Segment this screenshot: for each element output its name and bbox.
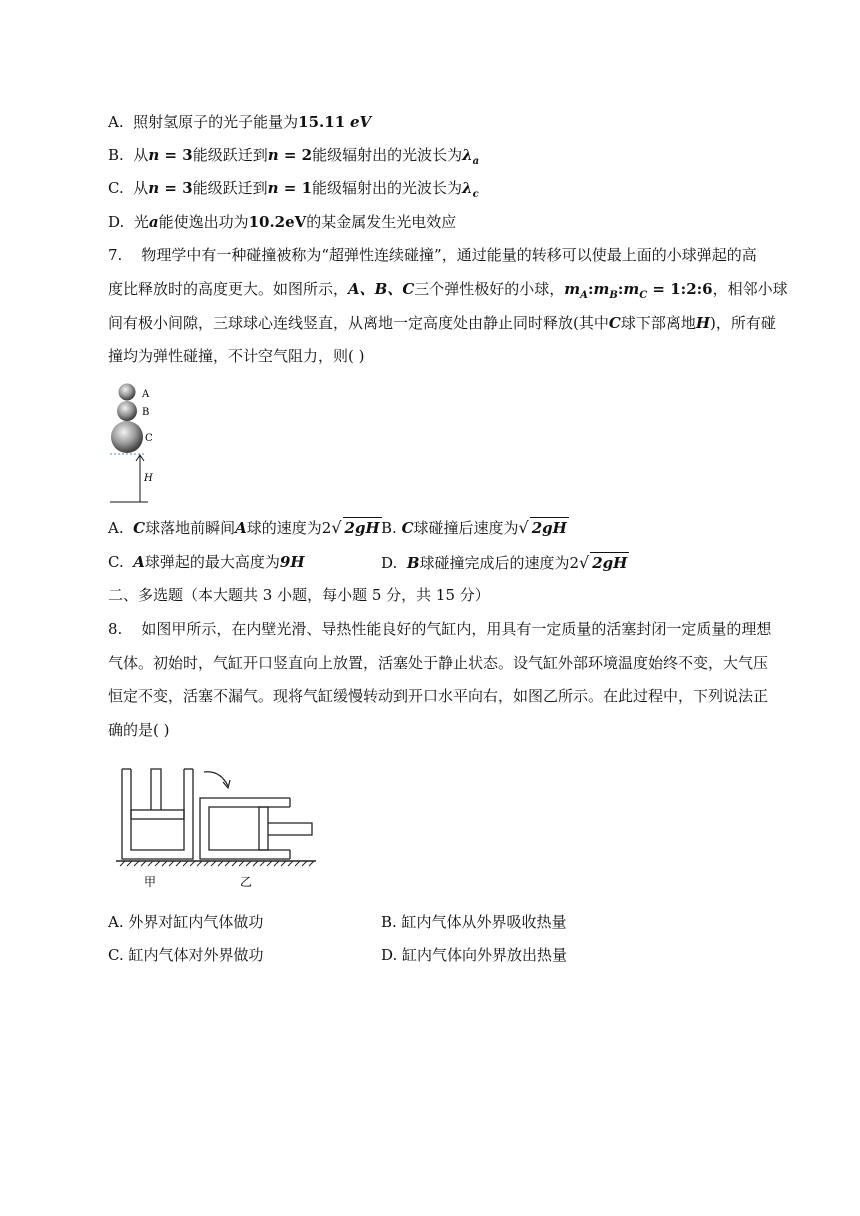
- var-n: n: [267, 146, 279, 164]
- question-number: 7.: [108, 246, 123, 264]
- var: A: [133, 553, 145, 571]
- question-text: 确的是( ): [108, 721, 170, 739]
- q7-option-a: A. C球落地前瞬间A球的速度为2√ 2gH: [108, 518, 380, 537]
- text: 从: [133, 146, 149, 164]
- text: 能使逸出功为: [158, 213, 249, 231]
- ball-a: [119, 384, 136, 401]
- text: 能级跃迁到: [192, 146, 268, 164]
- question-text: 恒定不变，活塞不漏气。现将气缸缓慢转动到开口水平向右，如图乙所示。在此过程中，下列说法正: [108, 687, 769, 705]
- cylinder-yi: [200, 798, 312, 859]
- option-label: C.: [108, 553, 124, 571]
- lambda: λ: [462, 146, 473, 164]
- text: 光: [133, 213, 149, 231]
- q6-option-a: [108, 112, 371, 132]
- text: 从: [133, 179, 149, 197]
- eq: = 3: [159, 179, 193, 197]
- var: B: [406, 554, 420, 572]
- option-label: B.: [108, 146, 124, 164]
- q7-line-1: [108, 245, 757, 265]
- q8-line-1: [108, 619, 771, 639]
- section-title: 二、多选题（本大题共 3 小题，每小题 5 分，共 15 分）: [108, 586, 490, 604]
- subscript: c: [472, 189, 479, 200]
- option-text: C. 缸内气体对外界做功: [108, 946, 264, 964]
- text: 三个弹性极好的小球，: [414, 280, 565, 298]
- lambda: λ: [462, 179, 473, 197]
- q8-line-2: [108, 653, 768, 673]
- var-a: a: [148, 213, 159, 231]
- q7-option-d: D. B球碰撞完成后的速度为2√ 2gH: [381, 553, 628, 572]
- option-label: C.: [108, 179, 124, 197]
- value: 15.11: [298, 113, 346, 131]
- text: 球弹起的最大高度为: [144, 553, 280, 571]
- text: 球落地前瞬间: [145, 519, 236, 537]
- option-label: B.: [381, 519, 397, 537]
- option-label: D.: [381, 554, 398, 572]
- q7-option-b: B. C球碰撞后速度为√ 2gH: [381, 518, 567, 537]
- q6-option-b: [108, 145, 479, 172]
- var-n: n: [267, 179, 279, 197]
- text: 球的速度为2: [246, 519, 332, 537]
- var: H: [695, 314, 711, 332]
- text: 度比释放时的高度更大。如图所示，: [108, 280, 349, 298]
- var: A: [235, 519, 247, 537]
- q6-option-c: [108, 178, 479, 205]
- var: C: [401, 519, 414, 537]
- radicand: 2gH: [531, 519, 567, 537]
- text: 撞均为弹性碰撞，不计空气阻力，则( ): [108, 347, 365, 365]
- cylinder-jia: [122, 769, 193, 859]
- mass-ratio: m: [564, 280, 581, 298]
- q6-option-d: [108, 212, 456, 232]
- vars: A、B、C: [348, 280, 415, 298]
- q8-option-d: [381, 945, 567, 965]
- value: 9H: [279, 553, 305, 571]
- option-text: 照射氢原子的光子能量为: [133, 113, 299, 131]
- q8-option-a: [108, 912, 263, 932]
- text: 能级辐射出的光波长为: [312, 146, 463, 164]
- unit: eV: [349, 113, 372, 131]
- option-label: A.: [108, 113, 124, 131]
- text: 的某金属发生光电效应: [306, 213, 457, 231]
- var-n: n: [148, 146, 160, 164]
- q7-line-2: 度比释放时的高度更大。如图所示，A、B、C三个弹性极好的小球，$m_A:m_B:m_C$ = 1:2:6，相邻小球: [108, 280, 788, 301]
- text: 间有极小间隙，三球球心连线竖直，从离地一定高度处由静止同时释放(其中: [108, 314, 609, 332]
- eq: = 3: [159, 146, 193, 164]
- text: 能级辐射出的光波长为: [312, 179, 463, 197]
- option-text: A. 外界对缸内气体做功: [108, 913, 264, 931]
- label-b: B: [142, 407, 150, 418]
- radicand: 2gH: [344, 519, 380, 537]
- text: 球碰撞后速度为: [413, 519, 519, 537]
- q8-line-4: [108, 720, 169, 740]
- text: 球下部离地: [620, 314, 696, 332]
- value: 10.2eV: [248, 213, 307, 231]
- text: 能级跃迁到: [192, 179, 268, 197]
- subscript: a: [472, 156, 480, 167]
- q7-option-c: [108, 552, 305, 572]
- question-number: 8.: [108, 620, 123, 638]
- q7-line-4: [108, 346, 364, 366]
- eq: = 1: [278, 179, 313, 197]
- text: )，所有碰: [710, 314, 776, 332]
- label-c: C: [145, 433, 153, 444]
- label-yi: 乙: [240, 875, 253, 889]
- q8-option-b: [381, 912, 567, 932]
- var: C: [608, 314, 621, 332]
- question-text: 如图甲所示，在内壁光滑、导热性能良好的气缸内，用具有一定质量的活塞封闭一定质量的理想: [141, 620, 772, 638]
- ball-c: [111, 421, 143, 453]
- var: C: [133, 519, 146, 537]
- q7-figure-balls: [104, 378, 174, 508]
- label-h: H: [144, 473, 153, 484]
- label-a: A: [142, 389, 150, 400]
- option-text: B. 缸内气体从外界吸收热量: [381, 913, 567, 931]
- ball-b: [117, 401, 137, 421]
- option-label: A.: [108, 519, 124, 537]
- option-label: D.: [108, 213, 125, 231]
- var-n: n: [148, 179, 160, 197]
- q8-option-c: [108, 945, 263, 965]
- q7-line-3: [108, 313, 776, 333]
- q8-line-3: [108, 686, 768, 706]
- question-text: 物理学中有一种碰撞被称为“超弹性连续碰撞”，通过能量的转移可以使最上面的小球弹起的高: [141, 246, 757, 264]
- radicand: 2gH: [592, 554, 628, 572]
- q8-figure-cylinders: [116, 762, 321, 892]
- question-text: 气体。初始时，气缸开口竖直向上放置，活塞处于静止状态。设气缸外部环境温度始终不变，大气压: [108, 654, 769, 672]
- option-text: D. 缸内气体向外界放出热量: [381, 946, 568, 964]
- eq: = 2: [278, 146, 313, 164]
- text: 球碰撞完成后的速度为2: [419, 554, 580, 572]
- label-jia: 甲: [144, 875, 157, 889]
- text: ，相邻小球: [712, 280, 788, 298]
- section-heading: [108, 585, 490, 605]
